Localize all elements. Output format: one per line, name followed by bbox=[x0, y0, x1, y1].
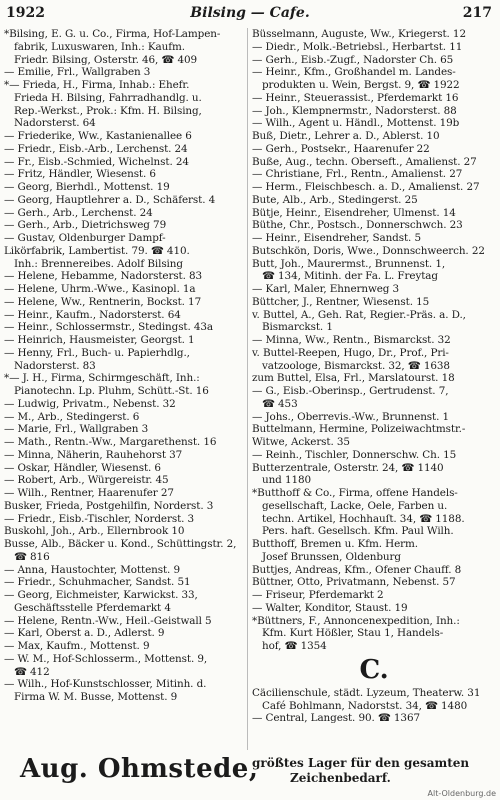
directory-entry-line: — Helene, Hebamme, Nadorsterst. 83 bbox=[4, 270, 203, 283]
directory-entry-line: Busse, Alb., Bäcker u. Kond., Schüttingstr. 2, bbox=[4, 538, 237, 550]
directory-entry-line: — Minna, Näherin, Rauhehorst 37 bbox=[4, 448, 183, 461]
directory-entry-line: Bütje, Heinr., Eisendreher, Ulmenst. 14 bbox=[252, 206, 456, 219]
directory-entry-line: Bismarckst. 1 bbox=[262, 321, 333, 334]
directory-entry-line: v. Buttel-Reepen, Hugo, Dr., Prof., Pri- bbox=[252, 346, 449, 359]
directory-entry-line: Büttner, Otto, Privatmann, Nebenst. 57 bbox=[252, 576, 456, 589]
directory-entry-line: Büthe, Chr., Postsch., Donnerschwch. 23 bbox=[252, 219, 463, 232]
directory-entry-line: Witwe, Ackerst. 35 bbox=[252, 436, 350, 448]
directory-entry-line: — Georg, Bierhdl., Mottenst. 19 bbox=[4, 181, 170, 193]
header-title: Bilsing — Cafe. bbox=[190, 5, 310, 21]
directory-entry-line: Buß, Dietr., Lehrer a. D., Ablerst. 10 bbox=[252, 130, 440, 142]
directory-entry-line: vatzoologe, Bismarckst. 32, ☎ 1638 bbox=[262, 359, 450, 372]
directory-entry-line: — Helene, Uhrm.-Wwe., Kasinopl. 1a bbox=[4, 283, 196, 295]
directory-entry-line: Buße, Aug., techn. Oberseft., Amalienst. 27 bbox=[252, 155, 477, 168]
directory-entry-line: Cäcilienschule, städt. Lyzeum, Theaterw. 31 bbox=[252, 686, 481, 699]
directory-entry-line: Butthoff, Bremen u. Kfm. Herm. bbox=[252, 538, 418, 550]
directory-entry-line: — Heinr., Schlossermstr., Stedingst. 43a bbox=[4, 321, 214, 334]
directory-entry-line: *— J. H., Firma, Schirmgeschäft, Inh.: bbox=[4, 372, 200, 385]
directory-entry-line: ☎ 453 bbox=[262, 397, 298, 410]
directory-entry-line: v. Buttel, A., Geh. Rat, Regier.-Präs. a. D., bbox=[252, 308, 466, 321]
directory-entry-line: Büttcher, J., Rentner, Wiesenst. 15 bbox=[252, 295, 430, 308]
directory-entry-line: ☎ 816 bbox=[14, 550, 50, 563]
directory-entry-line: — Diedr., Molk.-Betriebsl., Herbartst. 11 bbox=[252, 40, 463, 53]
directory-entry-line: Josef Brunssen, Oldenburg bbox=[262, 550, 401, 563]
directory-entry-line: Bute, Alb., Arb., Stedingerst. 25 bbox=[252, 193, 418, 206]
directory-entry-line: Geschäftsstelle Pferdemarkt 4 bbox=[14, 601, 171, 614]
directory-entry-line: Inh.: Brennereibes. Adolf Bilsing bbox=[14, 257, 183, 270]
directory-entry-line: — Helene, Rentn.-Ww., Heil.-Geistwall 5 bbox=[4, 614, 212, 627]
directory-entry-line: — Wilh., Agent u. Händl., Mottenst. 19b bbox=[252, 117, 460, 130]
directory-entry-line: — W. M., Hof-Schlosserm., Mottenst. 9, bbox=[4, 652, 208, 665]
directory-entry-line: *Butthoff & Co., Firma, offene Handels- bbox=[252, 487, 458, 499]
directory-entry-line: — Walter, Konditor, Staust. 19 bbox=[252, 601, 408, 614]
directory-entry-line: — Friedr., Eisb.-Arb., Lerchenst. 24 bbox=[4, 142, 188, 155]
right-column bbox=[252, 28, 496, 725]
directory-entry-line: Frieda H. Bilsing, Fahrradhandlg. u. bbox=[14, 91, 202, 104]
directory-entry-line: — Heinrich, Hausmeister, Georgst. 1 bbox=[4, 334, 195, 346]
directory-entry-line: — Karl, Maler, Ehnernweg 3 bbox=[252, 283, 400, 295]
page-header bbox=[6, 3, 494, 23]
directory-entry-line: — Johs., Oberrevis.-Ww., Brunnenst. 1 bbox=[252, 410, 450, 423]
directory-entry-line: — Max, Kaufm., Mottenst. 9 bbox=[4, 640, 150, 652]
directory-entry-line: — Gerh., Postsekr., Haarenufer 22 bbox=[252, 142, 430, 155]
directory-entry-line: Butschkön, Doris, Wwe., Donnschweerch. 22 bbox=[252, 244, 485, 257]
directory-entry-line: Butterzentrale, Osterstr. 24, ☎ 1140 bbox=[252, 461, 444, 474]
directory-entry-line: — Friedr., Eisb.-Tischler, Norderst. 3 bbox=[4, 512, 195, 525]
directory-entry-line: — G., Eisb.-Oberinsp., Gertrudenst. 7, bbox=[252, 385, 449, 397]
directory-entry-line: — Georg, Hauptlehrer a. D., Schäferst. 4 bbox=[4, 193, 216, 206]
directory-entry-line: Pers. haft. Gesellsch. Kfm. Paul Wilh. bbox=[262, 525, 454, 538]
directory-entry-line: — Anna, Haustochter, Mottenst. 9 bbox=[4, 563, 180, 576]
directory-entry-line: Butt, Joh., Maurermst., Brunnenst. 1, bbox=[252, 257, 446, 270]
directory-entry-line: ☎ 134, Mitinh. der Fa. L. Freytag bbox=[262, 270, 438, 283]
directory-entry-line: — Ludwig, Privatm., Nebenst. 32 bbox=[4, 397, 176, 410]
directory-entry-line: — Heinr., Steuerassist., Pferdemarkt 16 bbox=[252, 91, 459, 104]
advertisement-tagline-2: Zeichenbedarf. bbox=[290, 771, 391, 785]
directory-entry-line: — Marie, Frl., Wallgraben 3 bbox=[4, 423, 149, 436]
directory-entry-line: gesellschaft, Lacke, Oele, Farben u. bbox=[262, 499, 448, 512]
section-letter: C. bbox=[359, 654, 389, 685]
directory-entry-line: — Karl, Oberst a. D., Adlerst. 9 bbox=[4, 627, 165, 640]
directory-entry-line: — Reinh., Tischler, Donnerschw. Ch. 15 bbox=[252, 448, 457, 461]
directory-entry-line: — Joh., Klempnermstr., Nadorsterst. 88 bbox=[252, 104, 457, 117]
directory-entry-line: hof, ☎ 1354 bbox=[262, 640, 327, 652]
directory-entry-line: — Helene, Ww., Rentnerin, Bockst. 17 bbox=[4, 295, 202, 308]
directory-entry-line: — Wilh., Hof-Kunstschlosser, Mitinh. d. bbox=[4, 678, 207, 691]
directory-entry-line: — M., Arb., Stedingerst. 6 bbox=[4, 410, 140, 423]
directory-entry-line: *Bilsing, E. G. u. Co., Firma, Hof-Lampen- bbox=[4, 28, 221, 40]
directory-entry-line: — Friseur, Pferdemarkt 2 bbox=[252, 589, 384, 601]
directory-entry-line: Buttelmann, Hermine, Polizeiwachtmstr.- bbox=[252, 423, 466, 436]
directory-entry-line: — Central, Langest. 90. ☎ 1367 bbox=[252, 712, 420, 725]
directory-entry-line: Kfm. Kurt Hößler, Stau 1, Handels- bbox=[262, 627, 444, 640]
directory-entry-line: — Fritz, Händler, Wiesenst. 6 bbox=[4, 168, 156, 181]
directory-entry-line: Busker, Frieda, Postgehilfin, Norderst. 3 bbox=[4, 499, 214, 512]
directory-entry-line: Nadorsterst. 83 bbox=[14, 359, 96, 372]
header-year: 1922 bbox=[6, 5, 45, 21]
directory-entry-line: — Heinr., Kaufm., Nadorsterst. 64 bbox=[4, 308, 181, 321]
advertiser-name: Aug. Ohmstede, bbox=[20, 754, 259, 784]
directory-entry-line: — Wilh., Rentner, Haarenufer 27 bbox=[4, 487, 174, 499]
directory-entry-line: Büsselmann, Auguste, Ww., Kriegerst. 12 bbox=[252, 28, 466, 40]
directory-entry-line: zum Buttel, Elsa, Frl., Marslatourst. 18 bbox=[252, 372, 455, 385]
directory-entry-line: — Georg, Eichmeister, Karwickst. 33, bbox=[4, 589, 198, 601]
directory-entry-line: — Emilie, Frl., Wallgraben 3 bbox=[4, 66, 151, 79]
directory-entry-line: Nadorsterst. 64 bbox=[14, 117, 96, 130]
directory-entry-line: — Fr., Eisb.-Schmied, Wichelnst. 24 bbox=[4, 155, 189, 168]
directory-entry-line: — Oskar, Händler, Wiesenst. 6 bbox=[4, 461, 161, 474]
directory-entry-line: — Minna, Ww., Rentn., Bismarckst. 32 bbox=[252, 334, 451, 346]
directory-entry-line: produkten u. Wein, Bergst. 9, ☎ 1922 bbox=[262, 79, 460, 91]
directory-entry-line: *Büttners, F., Annoncenexpedition, Inh.: bbox=[252, 614, 460, 627]
directory-entry-line: Pianotechn. Lp. Pluhm, Schütt.-St. 16 bbox=[14, 385, 209, 397]
directory-entry-line: Firma W. M. Busse, Mottenst. 9 bbox=[14, 691, 178, 703]
directory-entry-line: — Herm., Fleischbesch. a. D., Amalienst. 27 bbox=[252, 181, 480, 193]
directory-entry-line: Likörfabrik, Lambertist. 79. ☎ 410. bbox=[4, 244, 190, 257]
directory-entry-line: *— Frieda, H., Firma, Inhab.: Ehefr. bbox=[4, 79, 190, 91]
directory-entry-line: — Friederike, Ww., Kastanienallee 6 bbox=[4, 130, 192, 142]
directory-entry-line: und 1180 bbox=[262, 474, 311, 487]
left-column bbox=[4, 28, 244, 704]
advertisement-tagline-1: größtes Lager für den gesamten bbox=[252, 756, 470, 770]
directory-entry-line: — Gerh., Arb., Lerchenst. 24 bbox=[4, 206, 153, 219]
right-column-entries-b bbox=[252, 28, 496, 653]
watermark: Alt-Oldenburg.de bbox=[427, 789, 496, 798]
directory-entry-line: — Math., Rentn.-Ww., Margarethenst. 16 bbox=[4, 436, 217, 448]
directory-entry-line: — Gustav, Oldenburger Dampf- bbox=[4, 232, 166, 244]
directory-entry-line: — Heinr., Kfm., Großhandel m. Landes- bbox=[252, 66, 456, 79]
column-divider bbox=[247, 28, 248, 750]
directory-entry-line: — Friedr., Schuhmacher, Sandst. 51 bbox=[4, 576, 191, 589]
directory-entry-line: ☎ 412 bbox=[14, 665, 50, 678]
directory-entry-line: — Robert, Arb., Würgereistr. 45 bbox=[4, 474, 169, 487]
directory-entry-line: Friedr. Bilsing, Osterstr. 46, ☎ 409 bbox=[14, 53, 198, 66]
directory-entry-line: — Gerh., Arb., Dietrichsweg 79 bbox=[4, 219, 167, 232]
directory-entry-line: fabrik, Luxuswaren, Inh.: Kaufm. bbox=[14, 40, 185, 53]
directory-entry-line: Buskohl, Joh., Arb., Ellernbrook 10 bbox=[4, 525, 185, 538]
directory-entry-line: — Heinr., Eisendreher, Sandst. 5 bbox=[252, 232, 421, 244]
directory-entry-line: — Christiane, Frl., Rentn., Amalienst. 27 bbox=[252, 168, 463, 181]
directory-entry-line: — Henny, Frl., Buch- u. Papierhdlg., bbox=[4, 346, 190, 359]
directory-entry-line: — Gerh., Eisb.-Zugf., Nadorster Ch. 65 bbox=[252, 53, 454, 66]
right-column-entries-c bbox=[252, 687, 496, 725]
directory-entry-line: Café Bohlmann, Nadorstst. 34, ☎ 1480 bbox=[262, 699, 468, 712]
directory-entry-line: Rep.-Werkst., Prok.: Kfm. H. Bilsing, bbox=[14, 104, 202, 117]
header-page-number: 217 bbox=[462, 5, 492, 21]
directory-entry-line: Buttjes, Andreas, Kfm., Ofener Chauff. 8 bbox=[252, 563, 462, 576]
directory-entry-line: techn. Artikel, Hochhauſt. 34, ☎ 1188. bbox=[262, 512, 465, 525]
advertisement-footer bbox=[20, 752, 480, 792]
